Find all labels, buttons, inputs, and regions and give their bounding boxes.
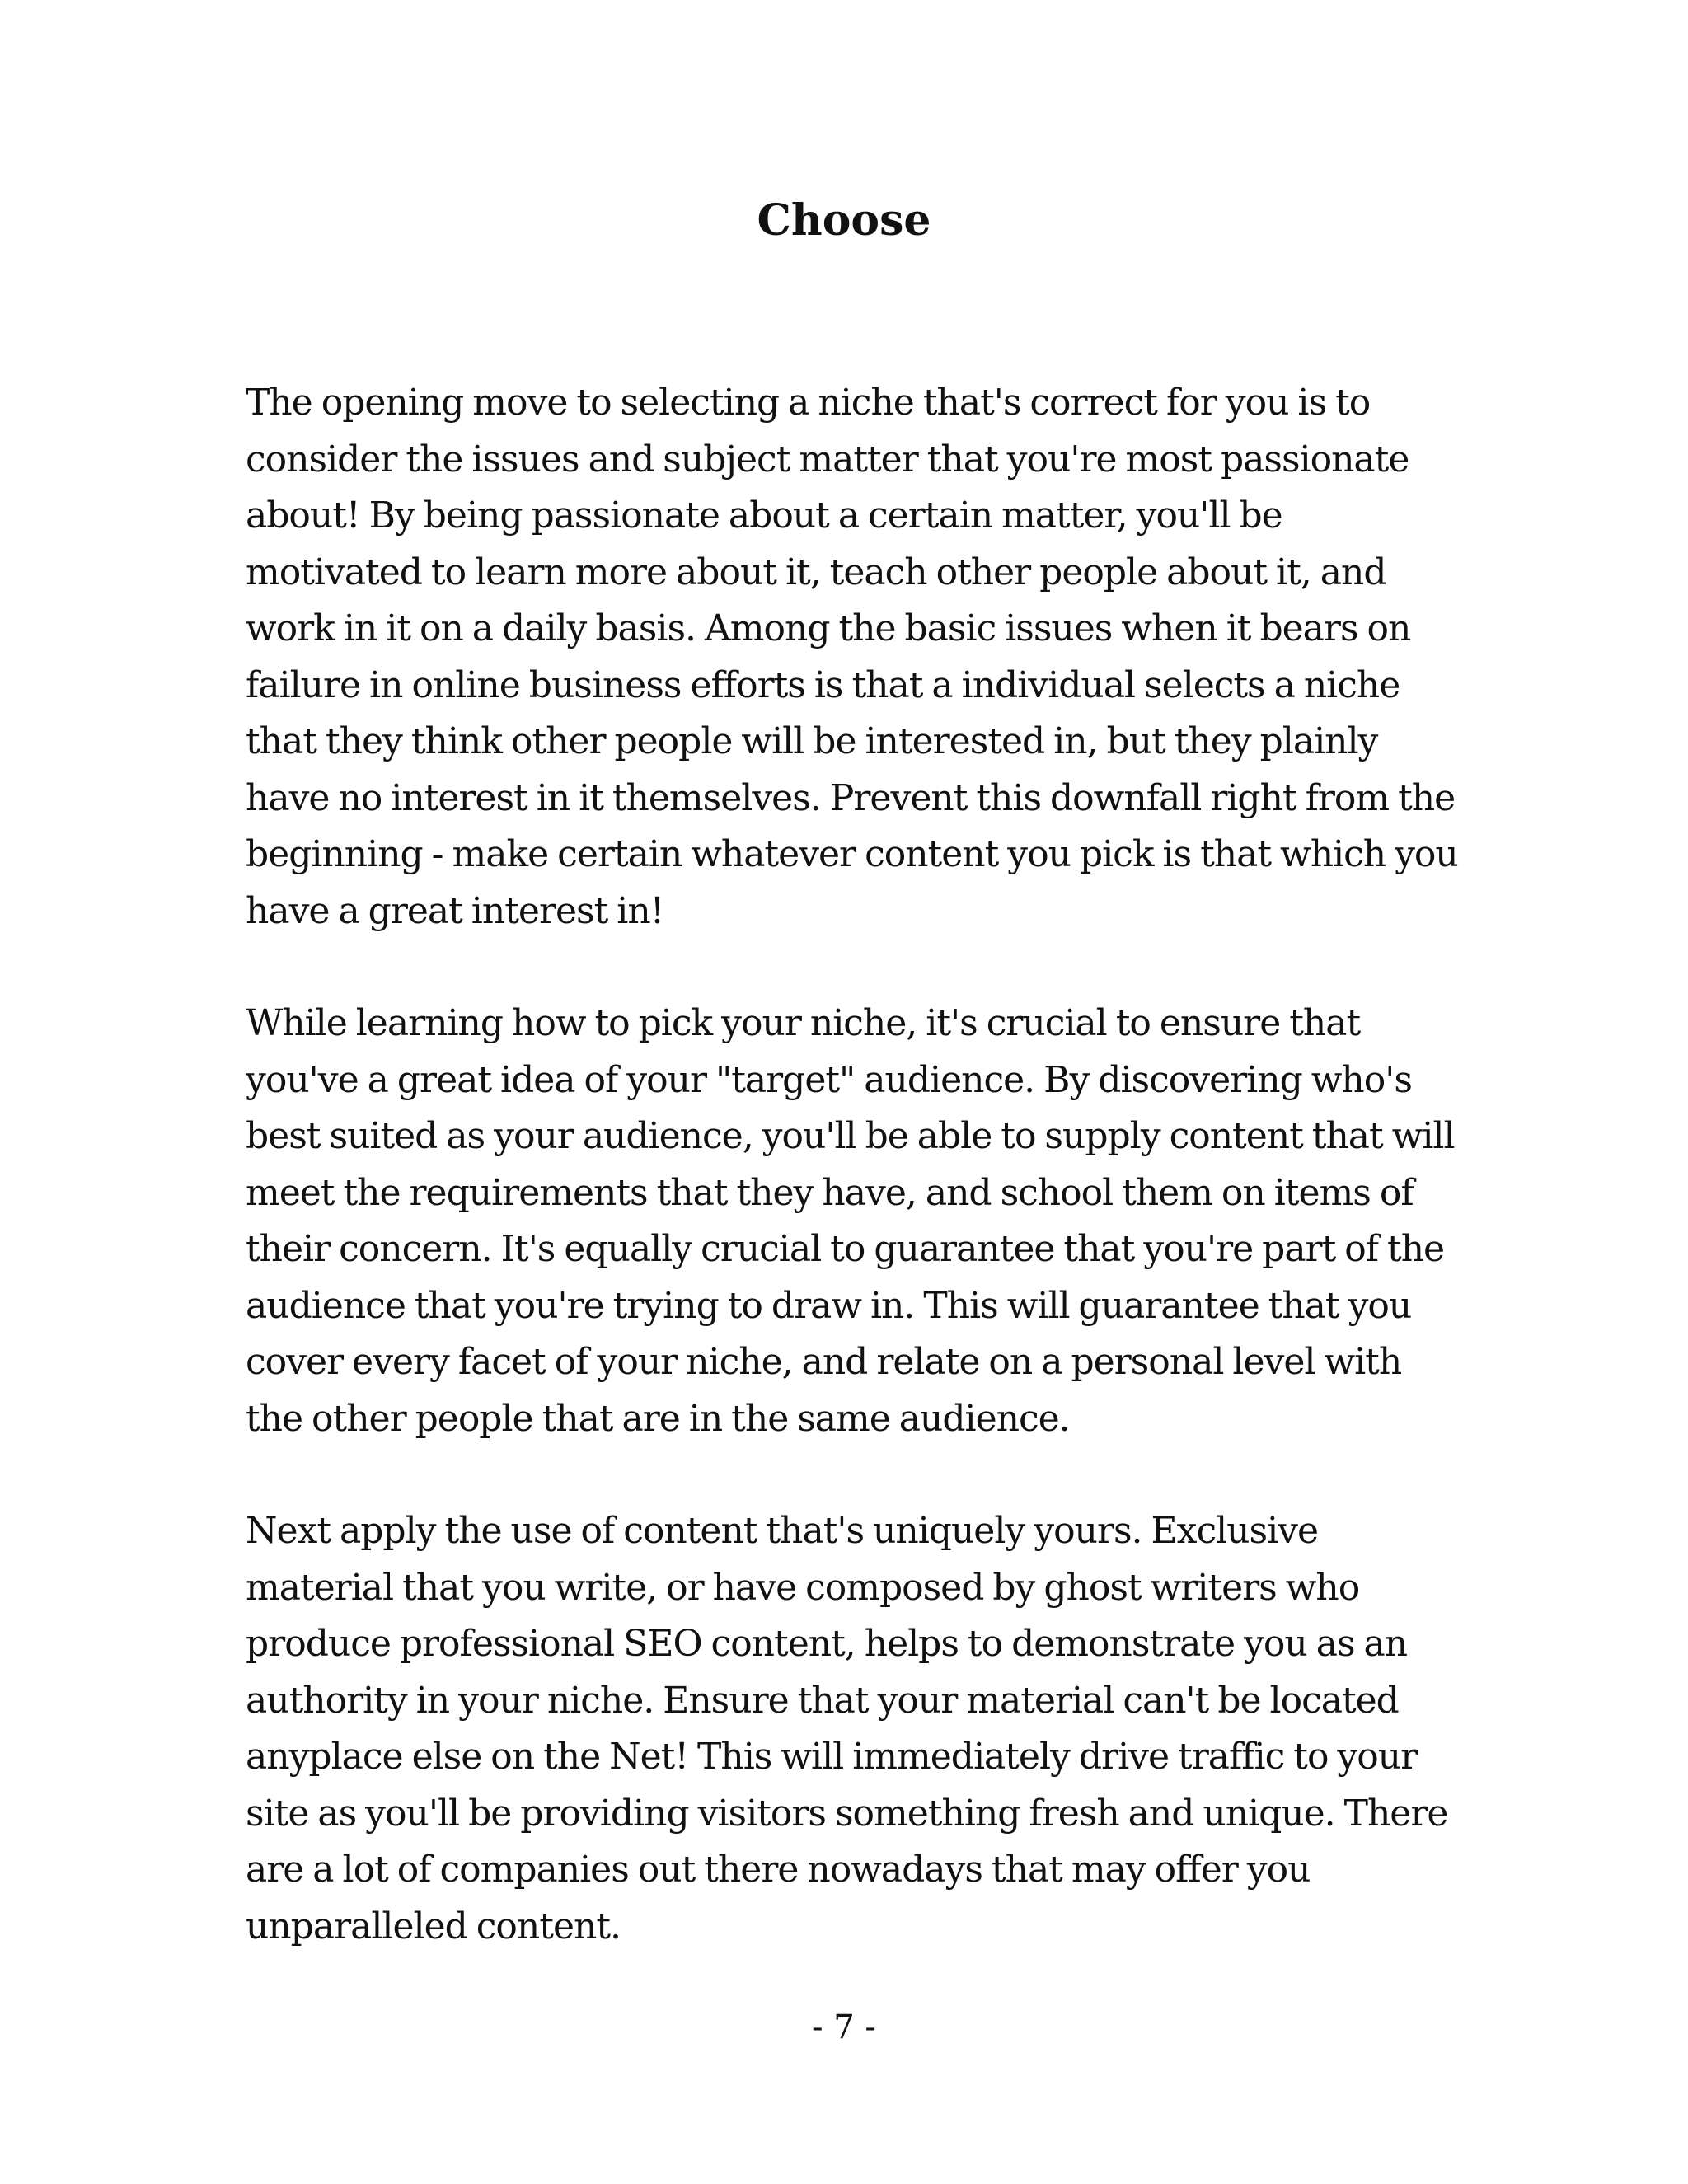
- text-line: work in it on a daily basis. Among the basic issues when it bears on: [246, 607, 1411, 649]
- text-line: Next apply the use of content that's uniquely yours. Exclusive: [246, 1510, 1319, 1552]
- text-line: anyplace else on the Net! This will immediately drive traffic to your: [246, 1736, 1418, 1778]
- page-number: - 7 -: [812, 2008, 876, 2046]
- text-line: have no interest in it themselves. Prevent this downfall right from the: [246, 776, 1456, 819]
- body-text: [246, 375, 1457, 2011]
- text-line: consider the issues and subject matter that you're most passionate: [246, 438, 1409, 480]
- paragraph: [246, 1503, 1457, 1955]
- text-line: unparalleled content.: [246, 1905, 621, 1947]
- text-line: their concern. It's equally crucial to guarantee that you're part of the: [246, 1228, 1445, 1270]
- text-line: motivated to learn more about it, teach other people about it, and: [246, 551, 1386, 593]
- text-line: about! By being passionate about a certain matter, you'll be: [246, 494, 1282, 537]
- page-heading: Choose: [757, 195, 931, 246]
- text-line: the other people that are in the same audience.: [246, 1397, 1070, 1440]
- text-line: While learning how to pick your niche, it's crucial to ensure that: [246, 1002, 1361, 1044]
- text-line: failure in online business efforts is that a individual selects a niche: [246, 663, 1400, 706]
- text-line: are a lot of companies out there nowadays that may offer you: [246, 1849, 1311, 1891]
- text-line: produce professional SEO content, helps to demonstrate you as an: [246, 1623, 1408, 1665]
- paragraph: [246, 996, 1457, 1447]
- text-line: site as you'll be providing visitors something fresh and unique. There: [246, 1792, 1448, 1835]
- text-line: audience that you're trying to draw in. This will guarantee that you: [246, 1284, 1412, 1327]
- text-line: cover every facet of your niche, and relate on a personal level with: [246, 1341, 1402, 1383]
- text-line: The opening move to selecting a niche that's correct for you is to: [246, 382, 1371, 424]
- text-line: authority in your niche. Ensure that your material can't be located: [246, 1679, 1399, 1722]
- paragraph: [246, 375, 1457, 940]
- text-line: you've a great idea of your "target" audience. By discovering who's: [246, 1058, 1412, 1101]
- text-line: meet the requirements that they have, and school them on items of: [246, 1171, 1414, 1214]
- text-line: best suited as your audience, you'll be able to supply content that will: [246, 1115, 1455, 1157]
- text-line: beginning - make certain whatever content you pick is that which you: [246, 833, 1458, 875]
- text-line: that they think other people will be interested in, but they plainly: [246, 720, 1378, 762]
- text-line: material that you write, or have composed by ghost writers who: [246, 1566, 1360, 1609]
- text-line: have a great interest in!: [246, 889, 664, 932]
